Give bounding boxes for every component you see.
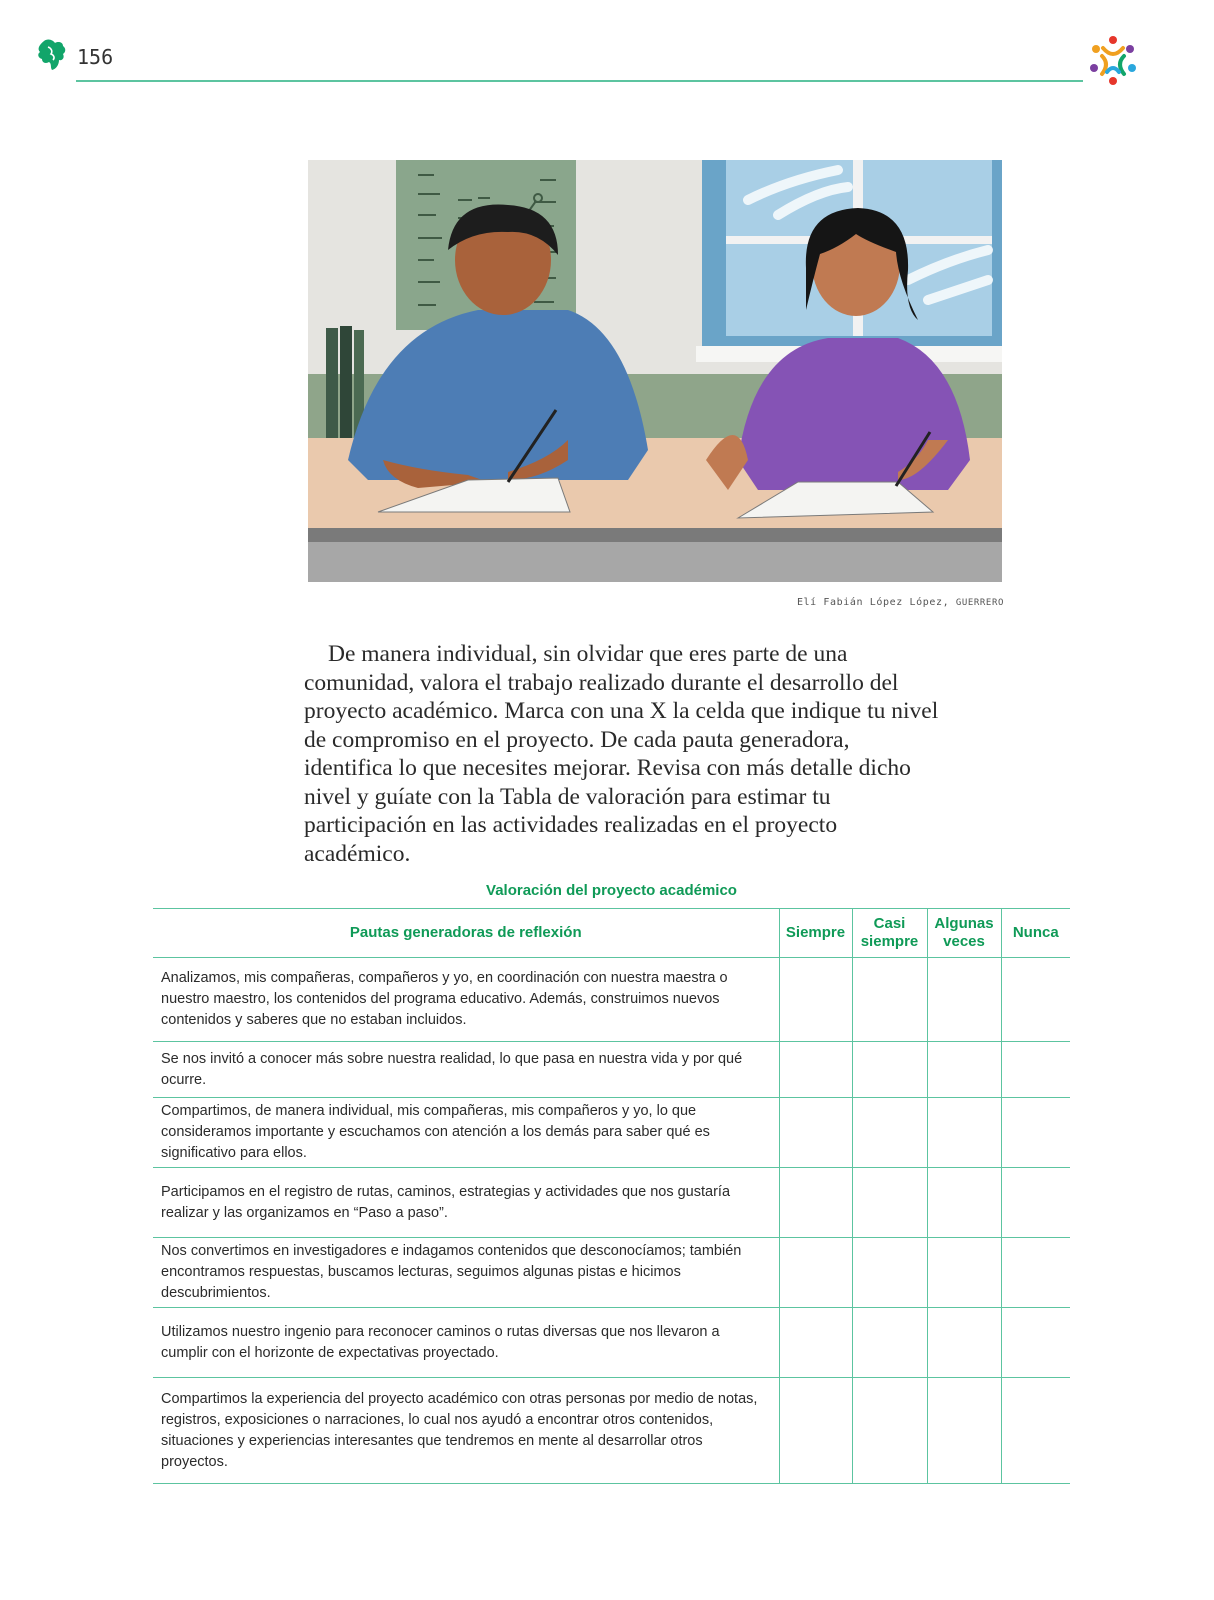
colorful-community-figures-logo-icon	[1086, 34, 1140, 86]
mark-cell-sometimes[interactable]	[927, 1168, 1001, 1238]
mark-cell-sometimes[interactable]	[927, 1308, 1001, 1378]
table-title: Valoración del proyecto académico	[486, 882, 737, 899]
table-row	[153, 1378, 1070, 1484]
mark-cell-almost-always[interactable]	[852, 1168, 927, 1238]
mark-cell-never[interactable]	[1001, 1378, 1070, 1484]
mark-cell-almost-always[interactable]	[852, 1378, 927, 1484]
mark-cell-always[interactable]	[779, 1042, 852, 1098]
mark-cell-sometimes[interactable]	[927, 1098, 1001, 1168]
green-state-map-icon	[36, 38, 68, 72]
header-sometimes: Algunas veces	[927, 909, 1001, 958]
page-number: 156	[77, 45, 114, 69]
criterion-text: Analizamos, mis compañeras, compañeros y yo, en coordinación con nuestra maestra o nuestro maestro, los contenidos del programa educativo. Además, construimos nuevos contenidos y saberes que no estaban incluidos.	[153, 958, 779, 1042]
table-row	[153, 1042, 1070, 1098]
mark-cell-always[interactable]	[779, 1168, 852, 1238]
table-row	[153, 1308, 1070, 1378]
table-row	[153, 958, 1070, 1042]
mark-cell-almost-always[interactable]	[852, 1042, 927, 1098]
header-always: Siempre	[779, 909, 852, 958]
mark-cell-never[interactable]	[1001, 1238, 1070, 1308]
mark-cell-sometimes[interactable]	[927, 958, 1001, 1042]
criterion-text: Nos convertimos en investigadores e indagamos contenidos que desconocíamos; también encontramos respuestas, buscamos lecturas, seguimos algunas pistas e hicimos descubrimientos.	[153, 1238, 779, 1308]
mark-cell-never[interactable]	[1001, 1308, 1070, 1378]
mark-cell-never[interactable]	[1001, 1042, 1070, 1098]
header-divider	[76, 80, 1083, 82]
criterion-text: Participamos en el registro de rutas, caminos, estrategias y actividades que nos gustaría realizar y las organizamos en “Paso a paso”.	[153, 1168, 779, 1238]
criterion-text: Se nos invitó a conocer más sobre nuestra realidad, lo que pasa en nuestra vida y por qué ocurre.	[153, 1042, 779, 1098]
mark-cell-never[interactable]	[1001, 1098, 1070, 1168]
criterion-text: Compartimos la experiencia del proyecto académico con otras personas por medio de notas, registros, exposiciones o narraciones, lo cual nos ayudó a encontrar otros contenidos, situaciones y experiencias interesantes que tendremos en mente al desarrollar otros proyectos.	[153, 1378, 779, 1484]
table-header-row	[153, 909, 1070, 958]
mark-cell-always[interactable]	[779, 1308, 852, 1378]
mark-cell-sometimes[interactable]	[927, 1042, 1001, 1098]
mark-cell-almost-always[interactable]	[852, 1238, 927, 1308]
mark-cell-always[interactable]	[779, 1098, 852, 1168]
mark-cell-almost-always[interactable]	[852, 1098, 927, 1168]
mark-cell-sometimes[interactable]	[927, 1378, 1001, 1484]
credit-region: GUERRERO	[955, 598, 1004, 608]
credit-name: Elí Fabián López López,	[796, 597, 956, 608]
instructions-paragraph: De manera individual, sin olvidar que eres parte de una comunidad, valora el trabajo realizado durante el desarrollo del proyecto académico. Marca con una X la celda que indique tu nivel de compromiso en el proyecto. De cada pauta generadora, identifica lo que necesites mejorar. Revisa con más detalle dicho nivel y guíate con la Tabla de valoración para estimar tu participación en las actividades realizadas en el proyecto académico.	[304, 641, 939, 867]
page-header	[0, 0, 1214, 90]
criterion-text: Utilizamos nuestro ingenio para reconocer caminos o rutas diversas que nos llevaron a cumplir con el horizonte de expectativas proyectado.	[153, 1308, 779, 1378]
assessment-table	[153, 908, 1070, 1484]
header-almost-always: Casi siempre	[852, 909, 927, 958]
table-row	[153, 1238, 1070, 1308]
header-criteria: Pautas generadoras de reflexión	[153, 909, 779, 958]
mark-cell-always[interactable]	[779, 958, 852, 1042]
illustration-credit	[797, 597, 1004, 608]
header-never: Nunca	[1001, 909, 1070, 958]
table-row	[153, 1098, 1070, 1168]
table-row	[153, 1168, 1070, 1238]
mark-cell-always[interactable]	[779, 1238, 852, 1308]
mark-cell-never[interactable]	[1001, 1168, 1070, 1238]
mark-cell-never[interactable]	[1001, 958, 1070, 1042]
two-students-writing-at-desk-illustration	[308, 160, 1002, 582]
mark-cell-almost-always[interactable]	[852, 1308, 927, 1378]
mark-cell-always[interactable]	[779, 1378, 852, 1484]
mark-cell-almost-always[interactable]	[852, 958, 927, 1042]
mark-cell-sometimes[interactable]	[927, 1238, 1001, 1308]
criterion-text: Compartimos, de manera individual, mis compañeras, mis compañeros y yo, lo que consideramos importante y escuchamos con atención a los demás para saber qué es significativo para ellos.	[153, 1098, 779, 1168]
